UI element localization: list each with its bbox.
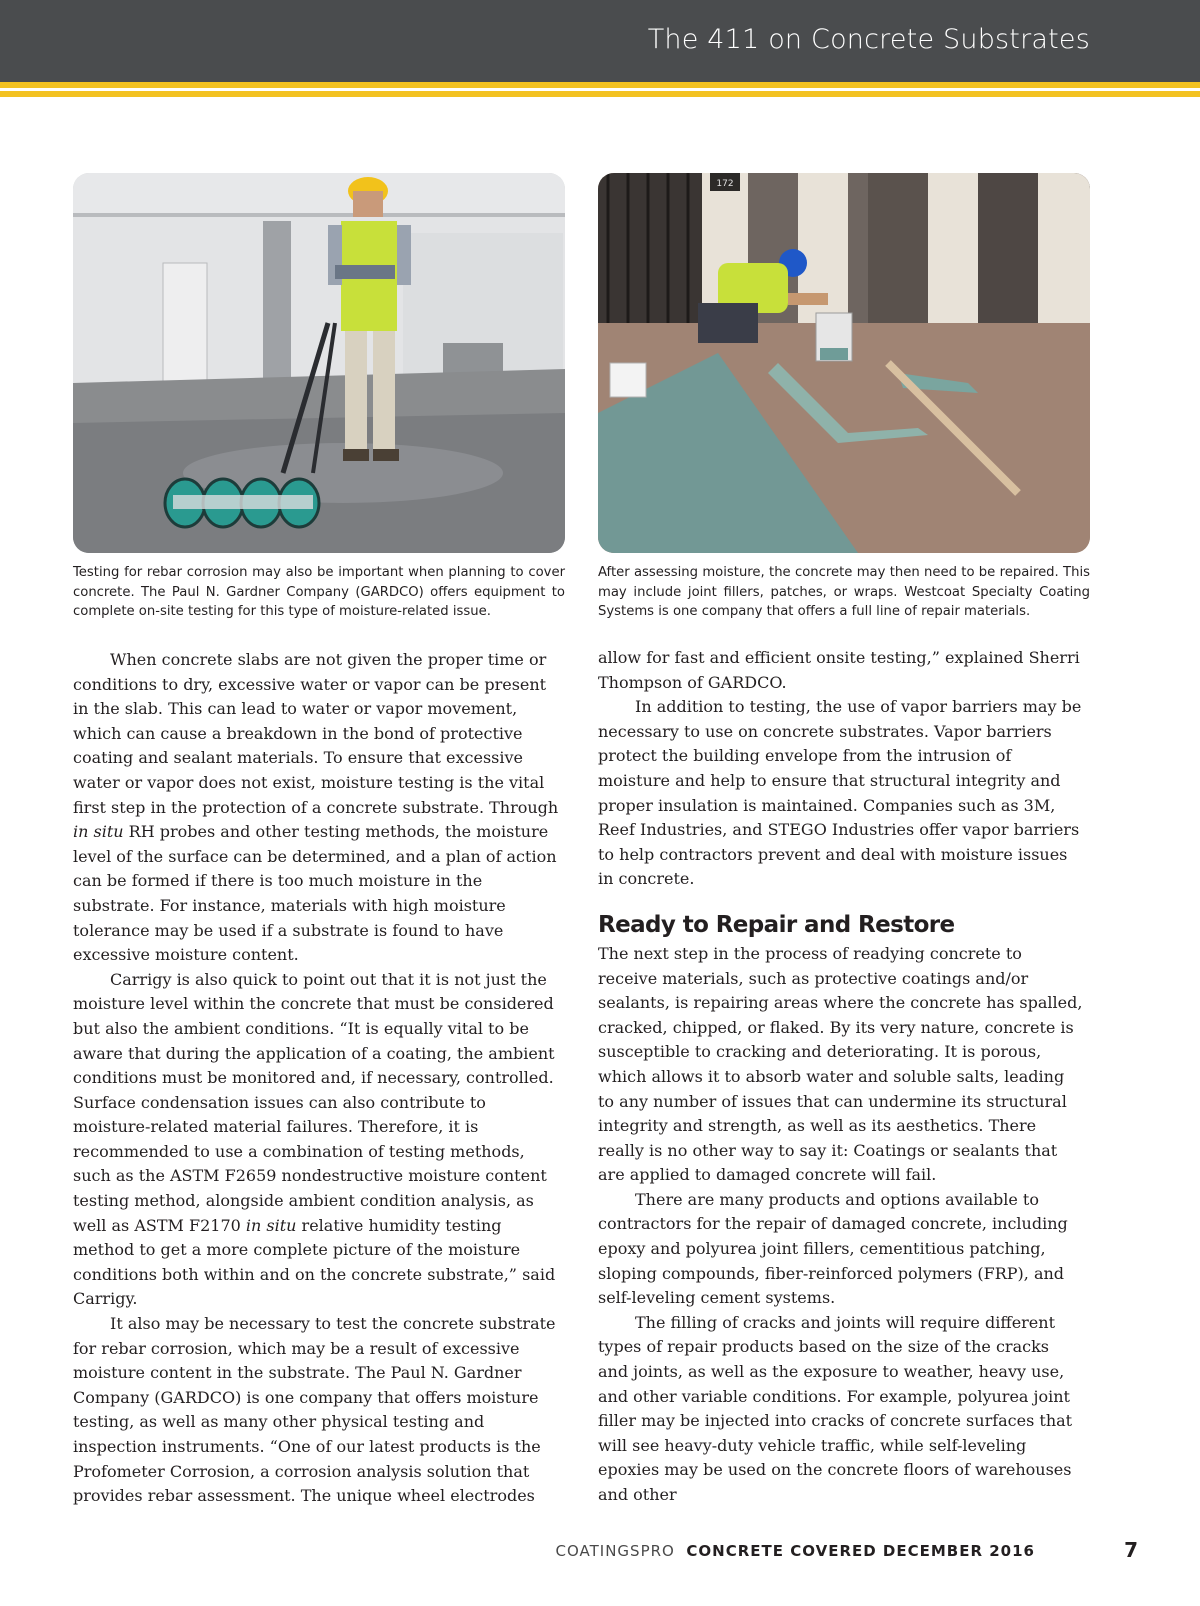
- footer-brand-coatings: COATINGS: [555, 1542, 641, 1560]
- article-paragraph: allow for fast and efficient onsite testing,” explained Sherri Thompson of GARDCO.: [598, 648, 1080, 692]
- photo-rebar-corrosion-testing: [73, 173, 565, 553]
- photo-rebar-corrosion-testing-illustration: [73, 173, 565, 553]
- article-paragraph: When concrete slabs are not given the proper time or conditions to dry, excessive water or vapor can be present in the slab. This can lead to water or vapor movement, which can cause a breakdown in the bond of protective coating and sealant materials. To ensure that excessive water or vapor does not exist, moisture testing is the vital first step in the protection of a concrete substrate. Through in situ RH probes and other testing methods, the moisture level of the surface can be determined, and a plan of action can be formed if there is too much moisture in the substrate. For instance, materials with high moisture tolerance may be used if a substrate is found to have excessive moisture content.: [73, 650, 559, 965]
- building-number-sign: 172: [716, 179, 734, 189]
- article-paragraph: The filling of cracks and joints will require different types of repair products based on the size of the cracks and joints, as well as the exposure to weather, heavy use, and other variable conditions. For example, polyurea joint filler may be injected into cracks of concrete surfaces that will see heavy-duty vehicle traffic, while self-leveling epoxies may be used on the concrete floors of warehouses and other: [598, 1312, 1073, 1504]
- article-paragraph: In addition to testing, the use of vapor barriers may be necessary to use on concrete substrates. Vapor barriers protect the building envelope from the intrusion of moisture and help to ensure that structural integrity and proper insulation is maintained. Companies such as 3M, Reef Industries, and STEGO Industries offer vapor barriers to help contractors prevent and deal with moisture issues in concrete.: [598, 697, 1082, 889]
- article-paragraph: The next step in the process of readying concrete to receive materials, such as protective coatings and/or sealants, is repairing areas where the concrete has spalled, cracked, chipped, or flaked. By its very nature, concrete is susceptible to cracking and deteriorating. It is porous, which allows it to absorb water and soluble salts, leading to any number of issues that can undermine its structural integrity and strength, as well as its aesthetics. There really is no other way to say it: Coatings or sealants that are applied to damaged concrete will fail.: [598, 943, 1083, 1185]
- article-column-right: [598, 646, 1084, 1508]
- photo-caption-right: After assessing moisture, the concrete may then need to be repaired. This may include joint fillers, patches, or wraps. Westcoat Specialty Coating Systems is one company that offers a full line of repair materials.: [598, 565, 1090, 620]
- section-subhead: Ready to Repair and Restore: [598, 911, 955, 938]
- footer-issue-line: [556, 1542, 1036, 1560]
- article-paragraph: There are many products and options available to contractors for the repair of damaged concrete, including epoxy and polyurea joint fillers, cementitious patching, sloping compounds, fiber-reinforced polymers (FRP), and self-leveling cement systems.: [598, 1189, 1068, 1308]
- footer-brand-pro: PRO: [640, 1542, 675, 1560]
- photo-caption-left: Testing for rebar corrosion may also be important when planning to cover concrete. The Paul N. Gardner Company (GARDCO) offers equipment to complete on-site testing for this type of moisture-related issue.: [73, 565, 565, 620]
- page-number: 7: [1124, 1538, 1138, 1562]
- header-accent-rule-lower: [0, 91, 1200, 97]
- article-paragraph: It also may be necessary to test the concrete substrate for rebar corrosion, which may be a result of excessive moisture content in the substrate. The Paul N. Gardner Company (GARDCO) is one company that offers moisture testing, as well as many other physical testing and inspection instruments. “One of our latest products is the Profometer Corrosion, a corrosion analysis solution that provides rebar assessment. The unique wheel electrodes: [73, 1314, 556, 1506]
- photo-concrete-repair: [598, 173, 1090, 553]
- footer-issue: CONCRETE COVERED DECEMBER 2016: [686, 1542, 1035, 1560]
- article-column-left: [73, 648, 559, 1509]
- running-header-title: The 411 on Concrete Substrates: [647, 24, 1090, 55]
- photo-concrete-repair-illustration: [598, 173, 1090, 553]
- article-paragraph: Carrigy is also quick to point out that it is not just the moisture level within the concrete that must be considered but also the ambient conditions. “It is equally vital to be aware that during the application of a coating, the ambient conditions must be monitored and, if necessary, controlled. Surface condensation issues can also contribute to moisture-related material failures. Therefore, it is recommended to use a combination of testing methods, such as the ASTM F2659 nondestructive moisture content testing method, alongside ambient condition analysis, as well as ASTM F2170 in situ relative humidity testing method to get a more complete picture of the moisture conditions both within and on the concrete substrate,” said Carrigy.: [73, 969, 556, 1309]
